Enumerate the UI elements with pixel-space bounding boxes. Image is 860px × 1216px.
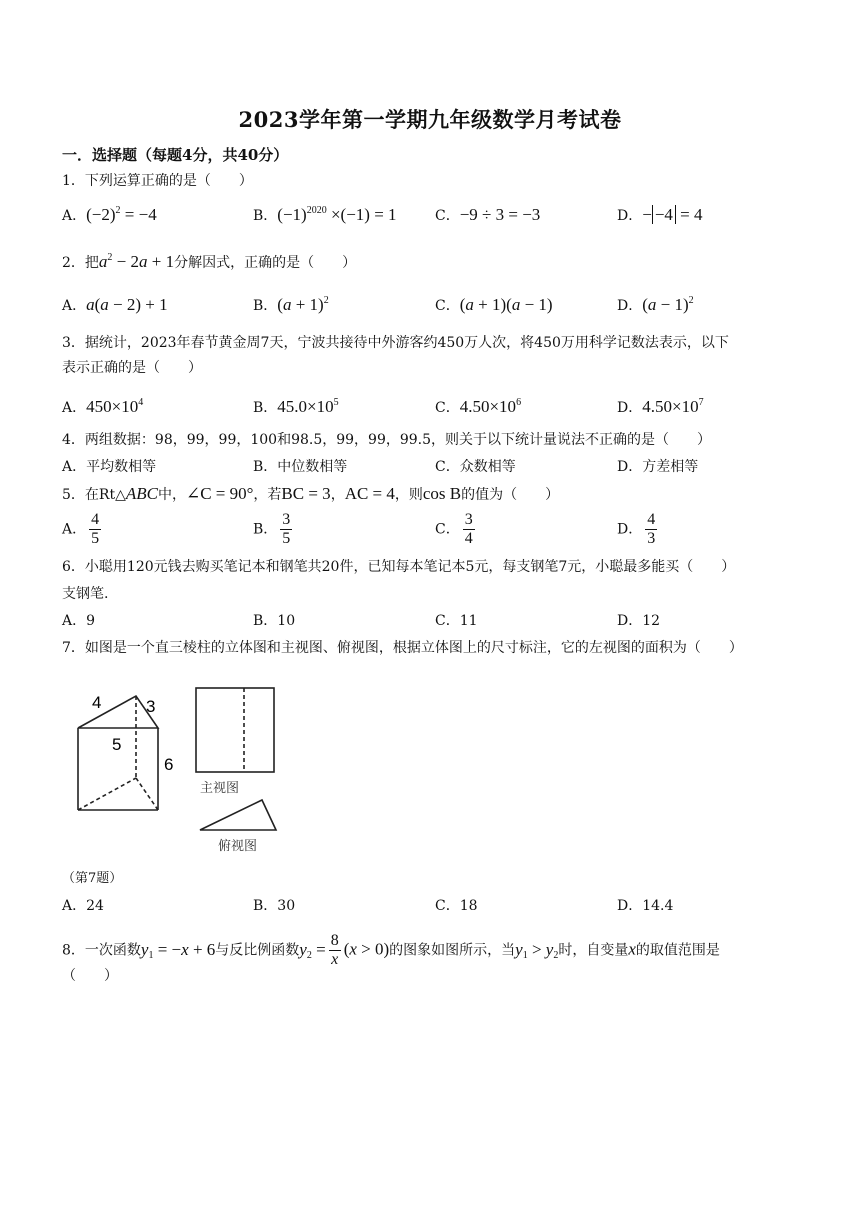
q7-figure xyxy=(66,684,296,864)
q1-option-d: D．− −4 = 4 xyxy=(617,205,703,224)
label-6: 6 xyxy=(164,755,174,774)
q1-stem: 1．下列运算正确的是（ ） xyxy=(62,173,253,189)
q8-stem-line1: 8．一次函数$y_1 = -x + 6$与反比例函数$y_2$ = $\frac{8}{x}$ (x > 0)的图象如图所示，当$y_1 > y_2$时，自变量x的取值范围是 xyxy=(62,932,720,968)
q1-option-b: B．$(-1)^{2020} \times(-1) = 1$ xyxy=(253,205,397,224)
label-3: 3 xyxy=(146,697,156,716)
q2-option-d: D．$(a - 1)^2$ xyxy=(617,295,694,314)
q4-option-a: A．平均数相等 xyxy=(62,459,157,475)
q2-option-a: A．a(a − 2) + 1 xyxy=(62,295,168,314)
label-4: 4 xyxy=(92,693,102,712)
q6-option-b: B．10 xyxy=(253,613,296,629)
section-heading: 一．选择题（每题4分，共40分） xyxy=(62,146,289,164)
q7-option-a: A．24 xyxy=(62,898,104,914)
q6-option-a: A．9 xyxy=(62,613,96,629)
q6-stem-line2: 支钢笔. xyxy=(62,586,109,602)
q3-option-c: C．$4.50\times 10^6$ xyxy=(435,397,522,416)
q5-option-c: C． $\frac{3}{4}$ xyxy=(435,511,473,547)
q3-stem-line2: 表示正确的是（ ） xyxy=(62,360,202,376)
q6-option-d: D．12 xyxy=(617,613,661,629)
q1-option-c: C．−9 ÷ 3 = −3 xyxy=(435,205,541,224)
q6-stem-line1: 6．小聪用120元钱去购买笔记本和钢笔共20件，已知每本笔记本5元，每支钢笔7元，小聪最多能买（ ） xyxy=(62,559,736,575)
front-view-label: 主视图 xyxy=(200,781,240,796)
q7-stem: 7．如图是一个直三棱柱的立体图和主视图、俯视图，根据立体图上的尺寸标注，它的左视图的面积为（ ） xyxy=(62,640,743,656)
q5-stem: 5．在Rt△ABC中，∠C = 90°，若BC = 3，AC = 4，则cos B的值为（ ） xyxy=(62,484,560,503)
q3-option-d: D．$4.50\times 10^7$ xyxy=(617,397,704,416)
q7-option-b: B．30 xyxy=(253,898,296,914)
front-view xyxy=(196,688,274,772)
q5-option-b: B． $\frac{3}{5}$ xyxy=(253,511,291,547)
q3-stem-line1: 3．据统计，2023年春节黄金周7天，宁波共接待中外游客约450万人次，将450万用科学记数法表示，以下 xyxy=(62,335,729,351)
q7-option-d: D．14.4 xyxy=(617,898,674,914)
q1-option-a: A．$(-2)^2 = -4$ xyxy=(62,205,157,224)
page-title: 2023学年第一学期九年级数学月考试卷 xyxy=(238,107,622,132)
q2-option-b: B．$(a + 1)^2$ xyxy=(253,295,329,314)
q8-stem-line2: （ ） xyxy=(62,968,118,984)
q7-caption: （第7题） xyxy=(62,871,123,886)
q3-option-b: B．$45.0\times 10^5$ xyxy=(253,397,339,416)
q4-option-c: C．众数相等 xyxy=(435,459,516,475)
q4-option-d: D．方差相等 xyxy=(617,459,699,475)
q2-stem: 2．把$a^2 - 2a + 1$分解因式，正确的是（ ） xyxy=(62,252,357,271)
label-5: 5 xyxy=(112,735,122,754)
q5-option-a: A． $\frac{4}{5}$ xyxy=(62,511,100,547)
q7-option-c: C．18 xyxy=(435,898,478,914)
q2-option-c: C．(a + 1)(a − 1) xyxy=(435,295,553,314)
top-view-label: 俯视图 xyxy=(218,839,258,854)
q4-stem: 4．两组数据：98，99，99，100和98.5，99，99，99.5，则关于以下统计量说法不正确的是（ ） xyxy=(62,432,712,448)
q5-option-d: D． $\frac{4}{3}$ xyxy=(617,511,656,547)
q3-option-a: A．$450\times 10^4$ xyxy=(62,397,144,416)
q6-option-c: C．11 xyxy=(435,613,478,629)
q4-option-b: B．中位数相等 xyxy=(253,459,348,475)
top-view xyxy=(200,800,276,830)
